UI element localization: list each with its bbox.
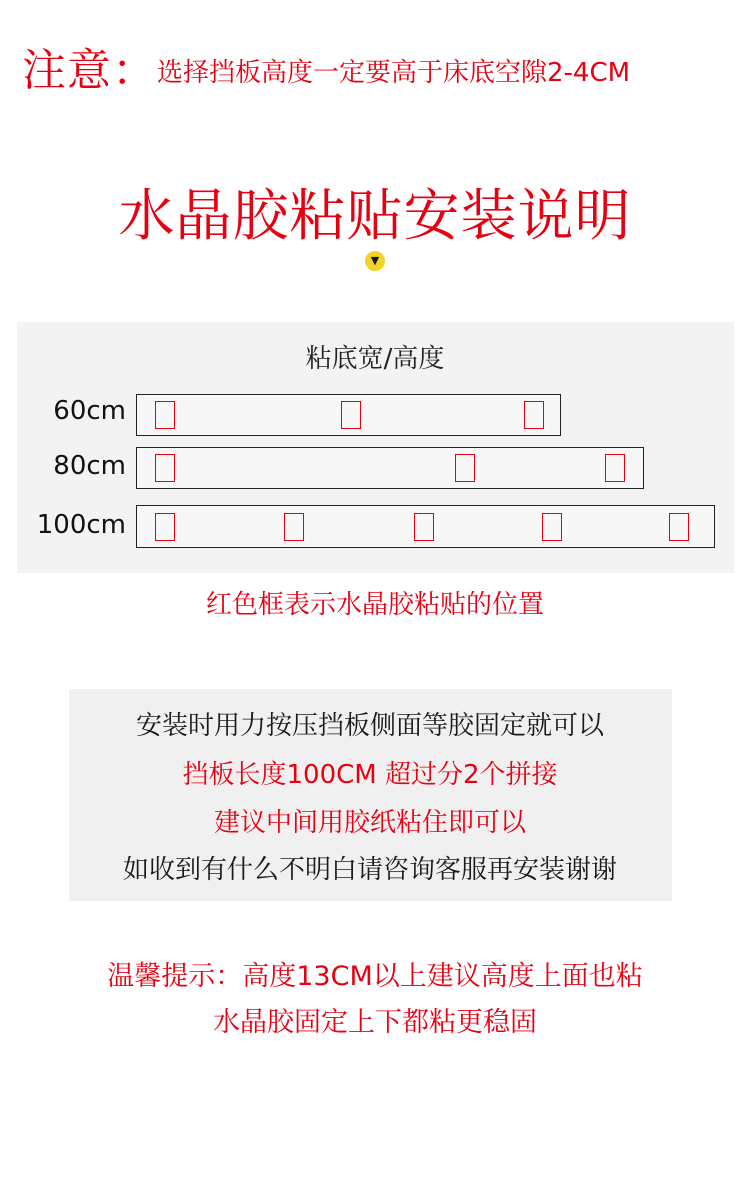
glue-position-mark bbox=[155, 513, 175, 541]
down-arrow-icon: ▼ bbox=[365, 251, 385, 271]
notice-line bbox=[22, 34, 630, 98]
glue-position-mark bbox=[605, 454, 625, 482]
glue-position-mark bbox=[155, 454, 175, 482]
glue-position-mark bbox=[542, 513, 562, 541]
glue-position-mark bbox=[284, 513, 304, 541]
diagram-header: 粘底宽/高度 bbox=[305, 344, 445, 374]
instruction-line-4: 如收到有什么不明白请咨询客服再安装谢谢 bbox=[122, 855, 617, 885]
baseboard-bar-80 bbox=[136, 447, 644, 489]
baseboard-bar-100 bbox=[136, 505, 715, 548]
notice-text: 选择挡板高度一定要高于床底空隙2-4CM bbox=[157, 57, 631, 88]
row-label-100: 100cm bbox=[36, 510, 126, 540]
glue-position-mark bbox=[524, 401, 544, 429]
instruction-line-3: 建议中间用胶纸粘住即可以 bbox=[213, 808, 526, 838]
diagram-caption: 红色框表示水晶胶粘贴的位置 bbox=[205, 590, 544, 620]
instruction-line-1: 安装时用力按压挡板侧面等胶固定就可以 bbox=[135, 711, 604, 741]
baseboard-bar-60 bbox=[136, 394, 561, 436]
tip-line-1: 温馨提示：高度13CM以上建议高度上面也粘 bbox=[107, 961, 643, 992]
glue-position-mark bbox=[341, 401, 361, 429]
glue-position-mark bbox=[414, 513, 434, 541]
glue-position-mark bbox=[669, 513, 689, 541]
glue-position-mark bbox=[455, 454, 475, 482]
row-label-80: 80cm bbox=[53, 451, 126, 481]
tip-line-2: 水晶胶固定上下都粘更稳固 bbox=[213, 1007, 537, 1038]
instruction-line-2: 挡板长度100CM 超过分2个拼接 bbox=[182, 760, 558, 790]
row-label-60: 60cm bbox=[53, 396, 126, 426]
glue-position-mark bbox=[155, 401, 175, 429]
page-title: 水晶胶粘贴安装说明 bbox=[118, 184, 632, 249]
notice-label: 注意： bbox=[22, 45, 157, 96]
